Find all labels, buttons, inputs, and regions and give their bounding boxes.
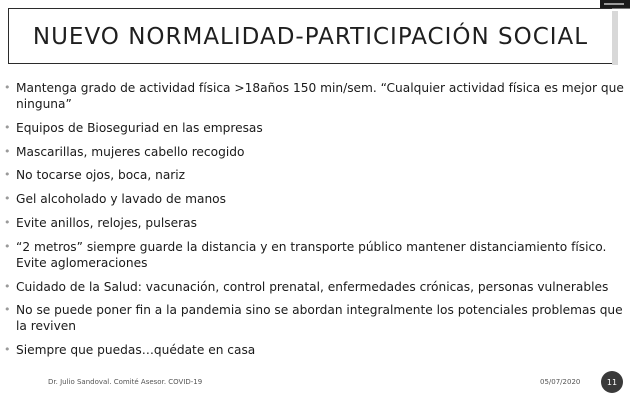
bullet-marker: • xyxy=(4,303,11,317)
bullet-item xyxy=(2,215,628,231)
bullet-marker: • xyxy=(4,144,11,158)
bullet-marker: • xyxy=(4,239,11,253)
bullet-item xyxy=(2,120,628,136)
bullet-text: No tocarse ojos, boca, nariz xyxy=(16,168,186,183)
page-number-badge: 11 xyxy=(601,371,623,393)
bullet-item xyxy=(2,191,628,207)
bullet-marker: • xyxy=(4,215,11,229)
bullet-item xyxy=(2,80,628,112)
footer-author: Dr. Julio Sandoval. Comité Asesor. COVID-19 xyxy=(48,378,203,386)
bullet-text: “2 metros” siempre guarde la distancia y en transporte público mantener distanciamiento físico. Evite aglomeraciones xyxy=(16,239,607,270)
bullet-item xyxy=(2,239,628,271)
bullet-text: Mascarillas, mujeres cabello recogido xyxy=(16,144,245,159)
footer-date: 05/07/2020 xyxy=(540,378,581,386)
bullet-marker: • xyxy=(4,192,11,206)
bullet-text: Cuidado de la Salud: vacunación, control prenatal, enfermedades crónicas, personas vulnerables xyxy=(16,279,609,294)
bullet-text: Mantenga grado de actividad física >18años 150 min/sem. “Cualquier actividad física es mejor que ninguna” xyxy=(16,81,624,111)
bullet-item xyxy=(2,279,628,295)
bullet-marker: • xyxy=(4,120,11,134)
bullet-marker: • xyxy=(4,81,11,94)
bullet-text: No se puede poner fin a la pandemia sino se abordan integralmente los potenciales problemas que la reviven xyxy=(16,303,623,334)
bullet-marker: • xyxy=(4,279,11,293)
bullet-text: Gel alcoholado y lavado de manos xyxy=(16,192,226,207)
bullet-marker: • xyxy=(4,343,11,357)
bullet-item xyxy=(2,342,628,358)
bullet-marker: • xyxy=(4,168,11,182)
bullet-text: Equipos de Bioseguriad en las empresas xyxy=(16,120,263,135)
bullet-item xyxy=(2,167,628,183)
bullet-list xyxy=(2,80,628,366)
thumbnail-bar xyxy=(604,3,624,5)
bullet-text: Evite anillos, relojes, pulseras xyxy=(16,215,197,230)
bullet-item xyxy=(2,144,628,160)
title-box xyxy=(8,8,612,64)
slide-title: NUEVO NORMALIDAD-PARTICIPACIÓN SOCIAL xyxy=(32,24,589,50)
bullet-text: Siempre que puedas…quédate en casa xyxy=(16,343,256,358)
bullet-item xyxy=(2,302,628,334)
